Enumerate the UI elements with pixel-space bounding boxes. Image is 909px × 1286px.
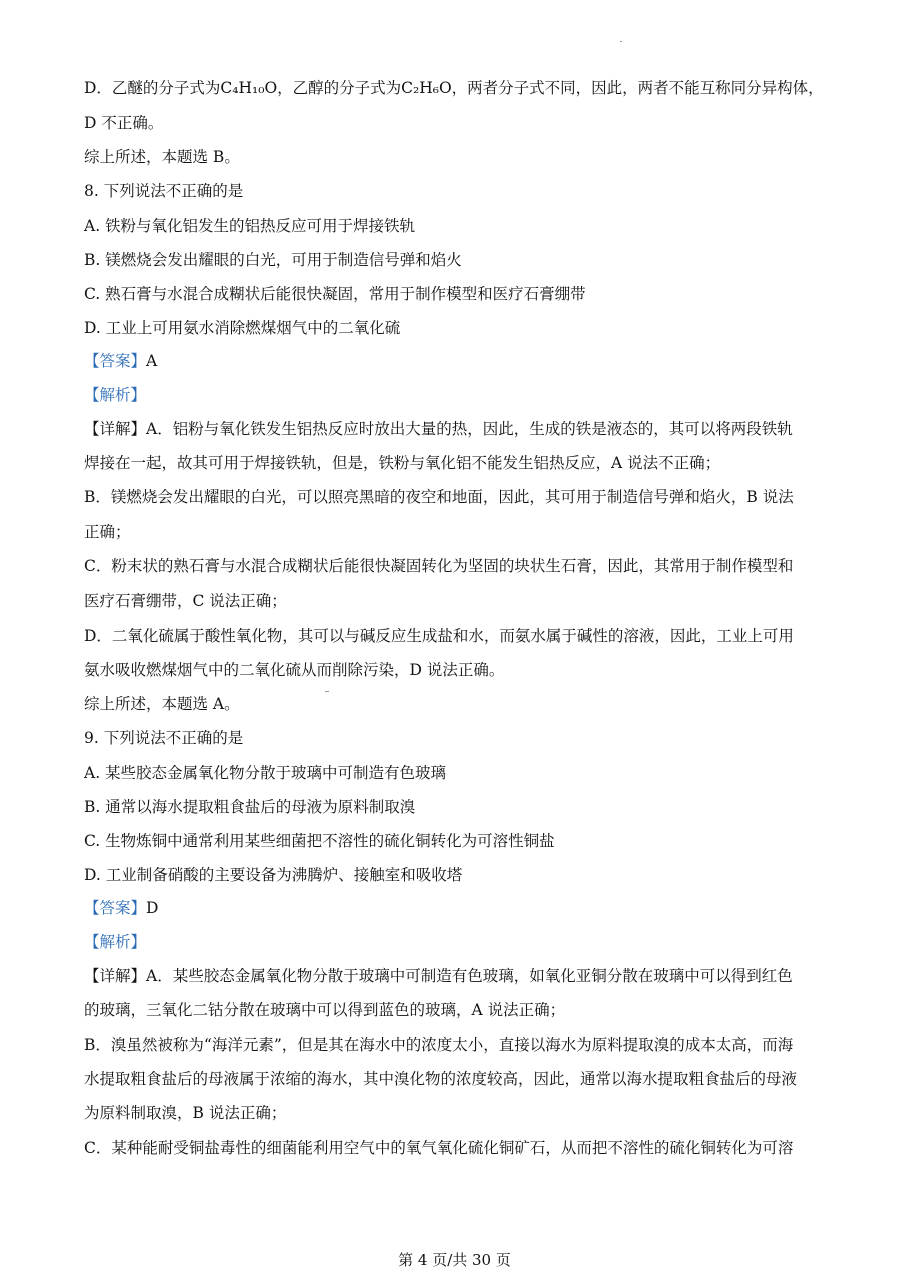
answer-value: A [146,352,158,370]
text-line: D 不正确。 [84,114,164,132]
option-d: D. 工业制备硝酸的主要设备为沸腾炉、接触室和吸收塔 [84,866,463,884]
page-footer: 第 4 页/共 30 页 [398,1251,511,1269]
answer-line [84,351,157,371]
text-line: D．二氧化硫属于酸性氧化物，其可以与碱反应生成盐和水，而氨水属于碱性的溶液，因此，工业上可用 [84,627,794,645]
text-line: 综上所述，本题选 B。 [84,148,240,166]
text-line: B．溴虽然被称为“海洋元素”，但是其在海水中的浓度太小，直接以海水为原料提取溴的成本太高，而海 [84,1036,794,1054]
analysis-tag: 【解析】 [84,933,147,951]
scan-mark [620,41,622,42]
text-line: 综上所述，本题选 A。 [84,695,240,713]
text-line: 为原料制取溴，B 说法正确； [84,1104,287,1122]
option-a: A. 某些胶态金属氧化物分散于玻璃中可制造有色玻璃 [84,764,447,782]
text-line: 医疗石膏绷带，C 说法正确； [84,592,287,610]
option-c: C. 熟石膏与水混合成糊状后能很快凝固，常用于制作模型和医疗石膏绷带 [84,285,586,303]
analysis-tag: 【解析】 [84,386,147,404]
text-line: D．乙醚的分子式为C₄H₁₀O，乙醇的分子式为C₂H₆O，两者分子式不同，因此，两者不能互称同分异构体， [84,79,824,97]
option-c: C. 生物炼铜中通常利用某些细菌把不溶性的硫化铜转化为可溶性铜盐 [84,832,555,850]
scan-mark [325,691,329,692]
answer-line [84,898,158,918]
text-line: 氨水吸收燃煤烟气中的二氧化硫从而削除污染，D 说法正确。 [84,661,505,679]
question-9: 9. 下列说法不正确的是 [84,729,244,747]
question-8: 8. 下列说法不正确的是 [84,182,244,200]
text-line: C．某种能耐受铜盐毒性的细菌能利用空气中的氧气氧化硫化铜矿石，从而把不溶性的硫化铜转化为可溶 [84,1139,794,1157]
text-line: 正确； [84,523,131,541]
answer-tag: 【答案】 [84,899,147,917]
answer-value: D [146,899,159,917]
text-line: C．粉末状的熟石膏与水混合成糊状后能很快凝固转化为坚固的块状生石膏，因此，其常用于制作模型和 [84,557,794,575]
text-line: 水提取粗食盐后的母液属于浓缩的海水，其中溴化物的浓度较高，因此，通常以海水提取粗食盐后的母液 [84,1070,798,1088]
text-line: 【详解】A．铝粉与氧化铁发生铝热反应时放出大量的热，因此，生成的铁是液态的，其可以将两段铁轨 [84,420,793,438]
text-line: 【详解】A．某些胶态金属氧化物分散于玻璃中可制造有色玻璃，如氧化亚铜分散在玻璃中可以得到红色 [84,967,793,985]
option-b: B. 通常以海水提取粗食盐后的母液为原料制取溴 [84,798,416,816]
option-b: B. 镁燃烧会发出耀眼的白光，可用于制造信号弹和焰火 [84,251,462,269]
option-a: A. 铁粉与氧化铝发生的铝热反应可用于焊接铁轨 [84,217,416,235]
text-line: B．镁燃烧会发出耀眼的白光，可以照亮黑暗的夜空和地面，因此，其可用于制造信号弹和焰火，B 说法 [84,488,794,506]
text-line: 的玻璃，三氧化二钴分散在玻璃中可以得到蓝色的玻璃，A 说法正确； [84,1001,566,1019]
text-line: 焊接在一起，故其可用于焊接铁轨，但是，铁粉与氧化铝不能发生铝热反应，A 说法不正确； [84,454,721,472]
answer-tag: 【答案】 [84,352,147,370]
option-d: D. 工业上可用氨水消除燃煤烟气中的二氧化硫 [84,319,401,337]
